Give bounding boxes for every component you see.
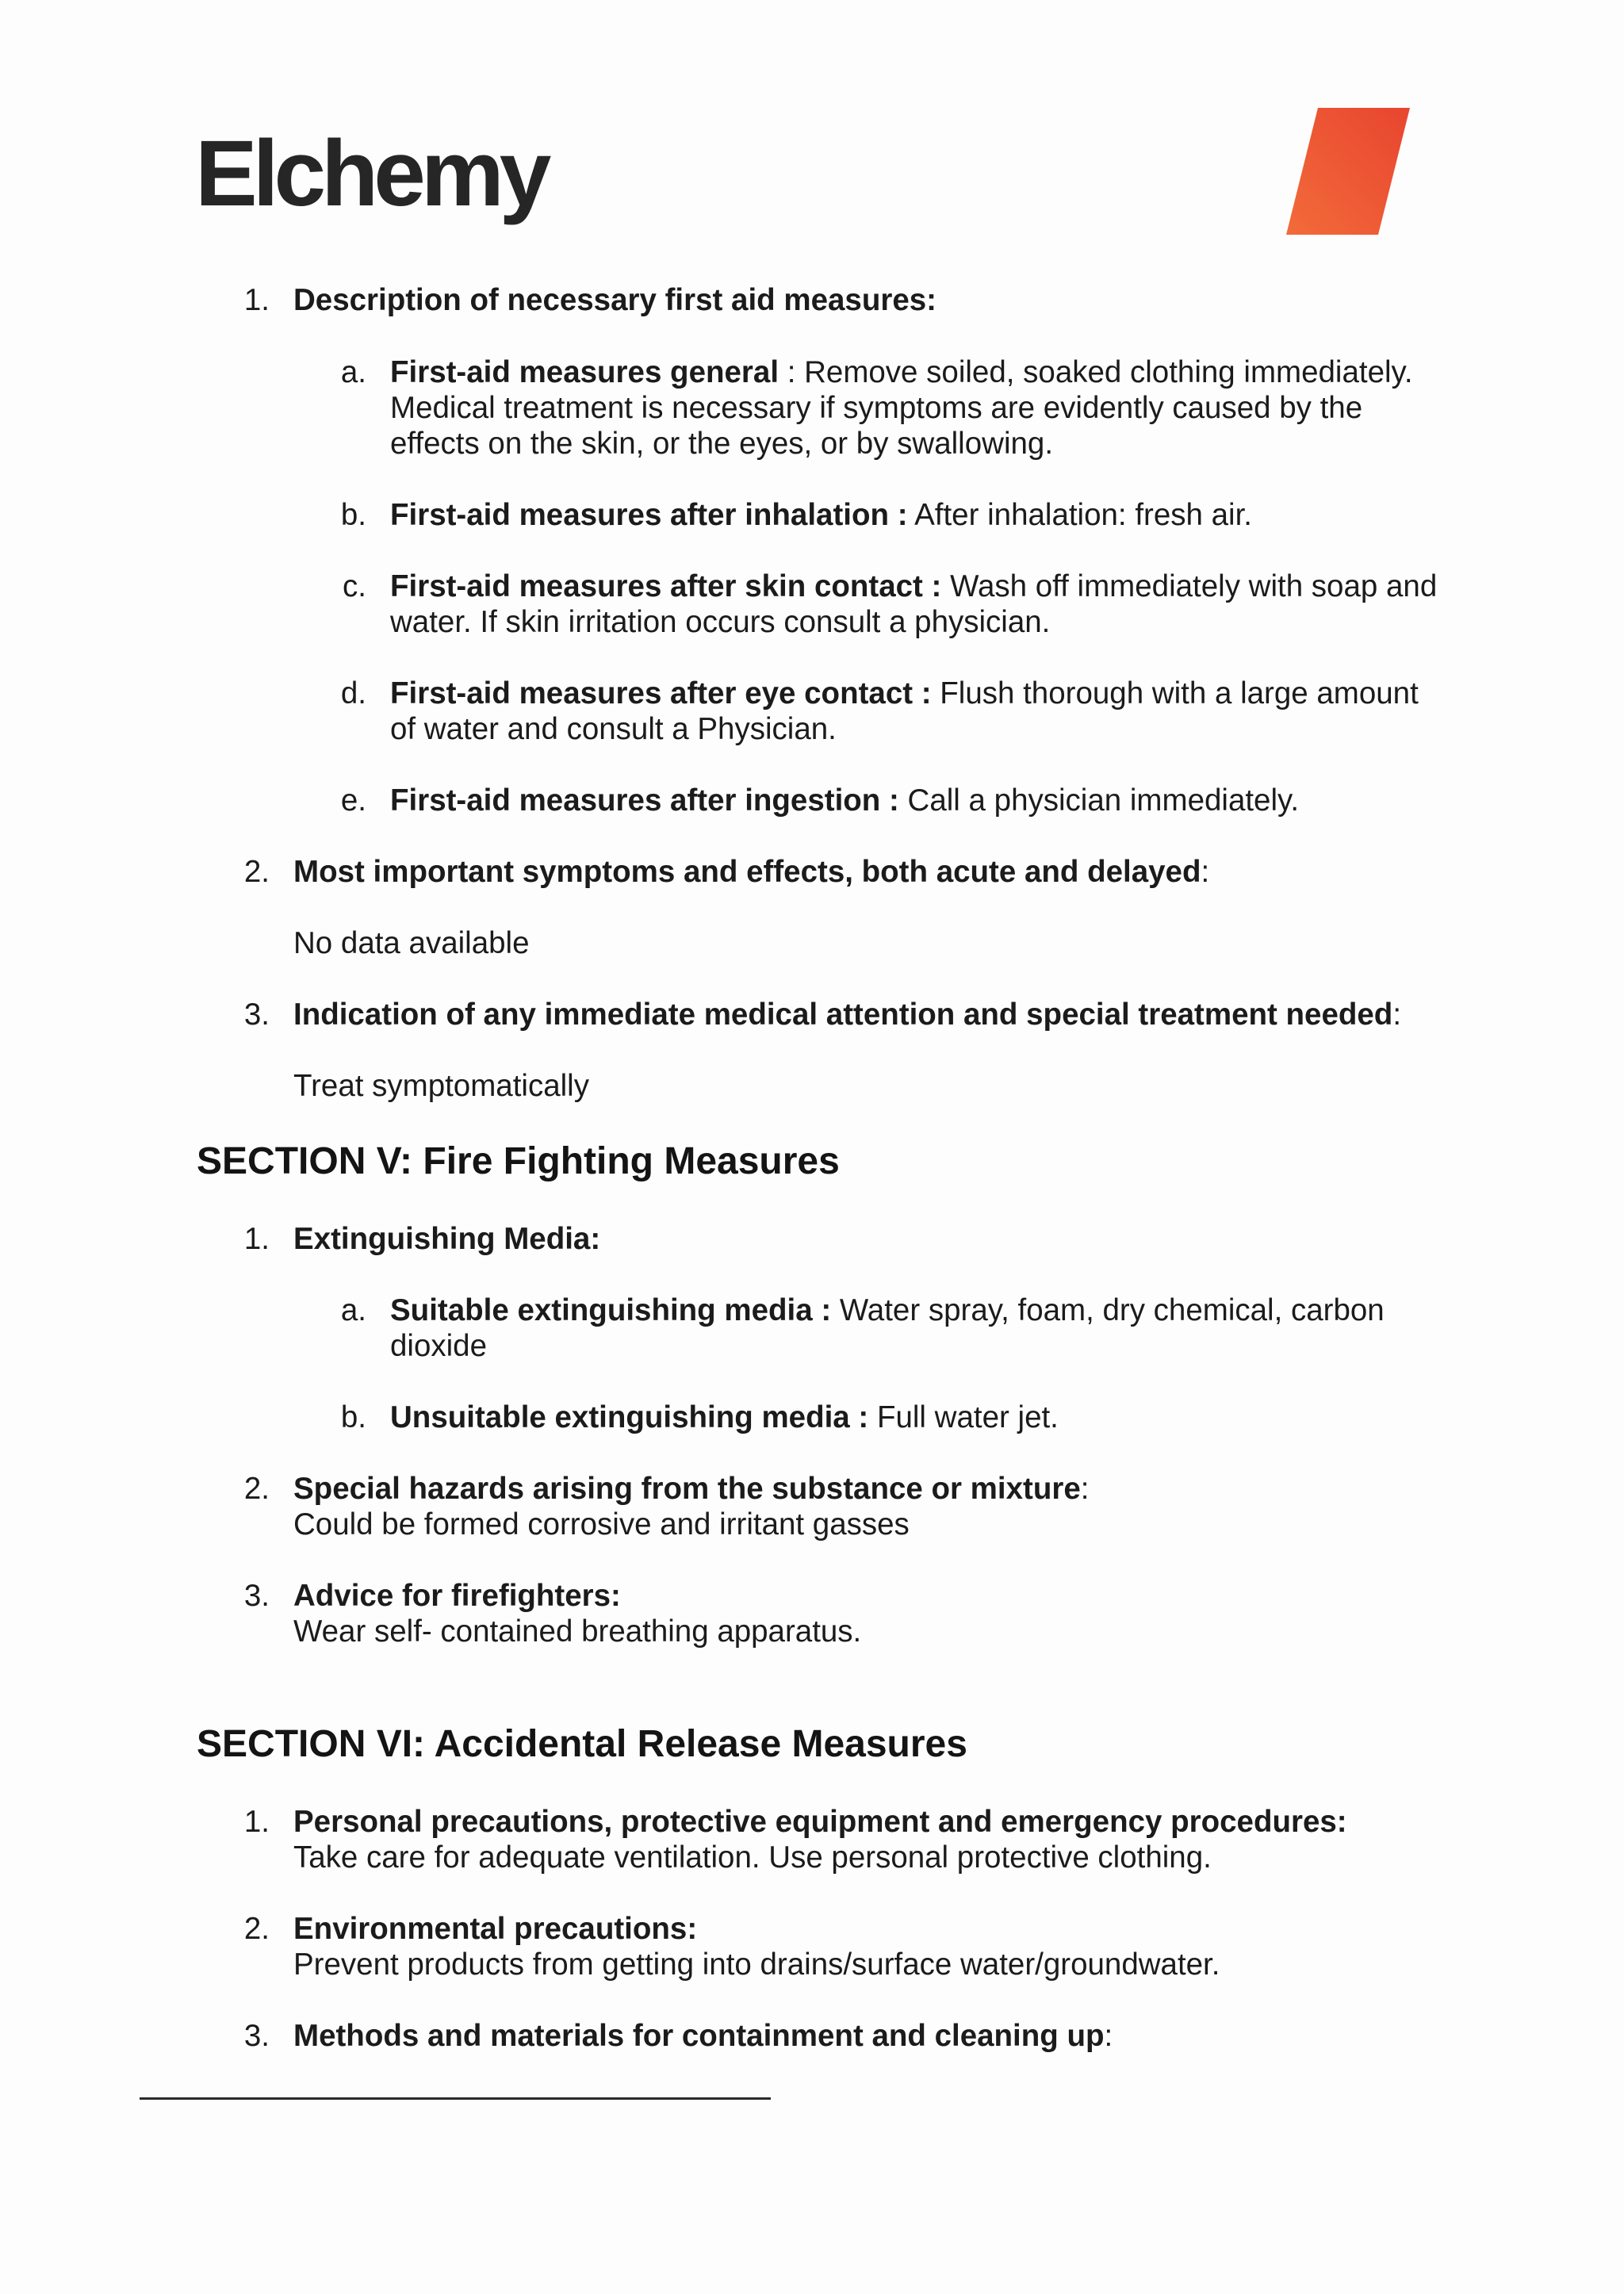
item-title: Indication of any immediate medical attention and special treatment needed: — [293, 998, 1402, 1032]
first-aid-ingestion: First-aid measures after ingestion : Call a physician immediately. — [390, 783, 1300, 818]
item-text: Treat symptomatically — [293, 1069, 589, 1103]
item-number: 1. — [243, 1222, 270, 1256]
orange-parallelogram-icon — [1286, 108, 1410, 235]
logo-text: Elchemy — [195, 121, 547, 226]
item-title: Most important symptoms and effects, both acute and delayed: — [293, 855, 1210, 889]
first-aid-skin-line2: water. If skin irritation occurs consult a physician. — [390, 605, 1051, 639]
section-title: SECTION VI: Accidental Release Measures — [197, 1723, 967, 1765]
item-number: 3. — [243, 998, 270, 1032]
first-aid-eye-line2: of water and consult a Physician. — [390, 712, 837, 746]
item-title: Special hazards arising from the substance or mixture: — [293, 1472, 1090, 1506]
sub-letter: b. — [340, 498, 366, 532]
item-title: Personal precautions, protective equipment and emergency procedures: — [293, 1805, 1347, 1839]
item-text: Could be formed corrosive and irritant gasses — [293, 1507, 910, 1541]
item-number: 1. — [243, 283, 270, 317]
item-title: Description of necessary first aid measures: — [293, 283, 936, 317]
first-aid-general-line2: Medical treatment is necessary if symptoms are evidently caused by the — [390, 391, 1363, 425]
item-title: Environmental precautions: — [293, 1912, 698, 1946]
suitable-media: Suitable extinguishing media : Water spray, foam, dry chemical, carbon — [390, 1293, 1385, 1327]
item-title: Advice for firefighters: — [293, 1579, 621, 1613]
item-text: Wear self- contained breathing apparatus. — [293, 1614, 862, 1649]
sub-letter: e. — [340, 783, 366, 818]
first-aid-eye: First-aid measures after eye contact : Flush thorough with a large amount — [390, 676, 1419, 710]
section-title: SECTION V: Fire Fighting Measures — [197, 1140, 840, 1182]
sub-letter: b. — [340, 1400, 366, 1434]
item-number: 3. — [243, 2019, 270, 2053]
footnote-divider — [140, 2097, 771, 2100]
sub-letter: c. — [343, 569, 366, 603]
item-text: No data available — [293, 926, 530, 960]
sub-letter: d. — [340, 676, 366, 710]
elchemy-logo — [195, 121, 547, 226]
first-aid-general: First-aid measures general : Remove soiled, soaked clothing immediately. — [390, 355, 1413, 389]
unsuitable-media: Unsuitable extinguishing media : Full water jet. — [390, 1400, 1059, 1434]
first-aid-general-line3: effects on the skin, or the eyes, or by swallowing. — [390, 427, 1054, 461]
item-title: Methods and materials for containment and cleaning up: — [293, 2019, 1113, 2053]
item-text: Take care for adequate ventilation. Use personal protective clothing. — [293, 1840, 1212, 1875]
item-title: Extinguishing Media: — [293, 1222, 601, 1256]
sub-letter: a. — [340, 1293, 366, 1327]
first-aid-skin: First-aid measures after skin contact : Wash off immediately with soap and — [390, 569, 1438, 603]
item-number: 1. — [243, 1805, 270, 1839]
first-aid-inhalation: First-aid measures after inhalation : After inhalation: fresh air. — [390, 498, 1252, 532]
item-text: Prevent products from getting into drains/surface water/groundwater. — [293, 1947, 1220, 1982]
sub-letter: a. — [340, 355, 366, 389]
item-number: 2. — [243, 1912, 270, 1946]
item-number: 2. — [243, 855, 270, 889]
suitable-media-line2: dioxide — [390, 1329, 488, 1363]
item-number: 3. — [243, 1579, 270, 1613]
item-number: 2. — [243, 1472, 270, 1506]
